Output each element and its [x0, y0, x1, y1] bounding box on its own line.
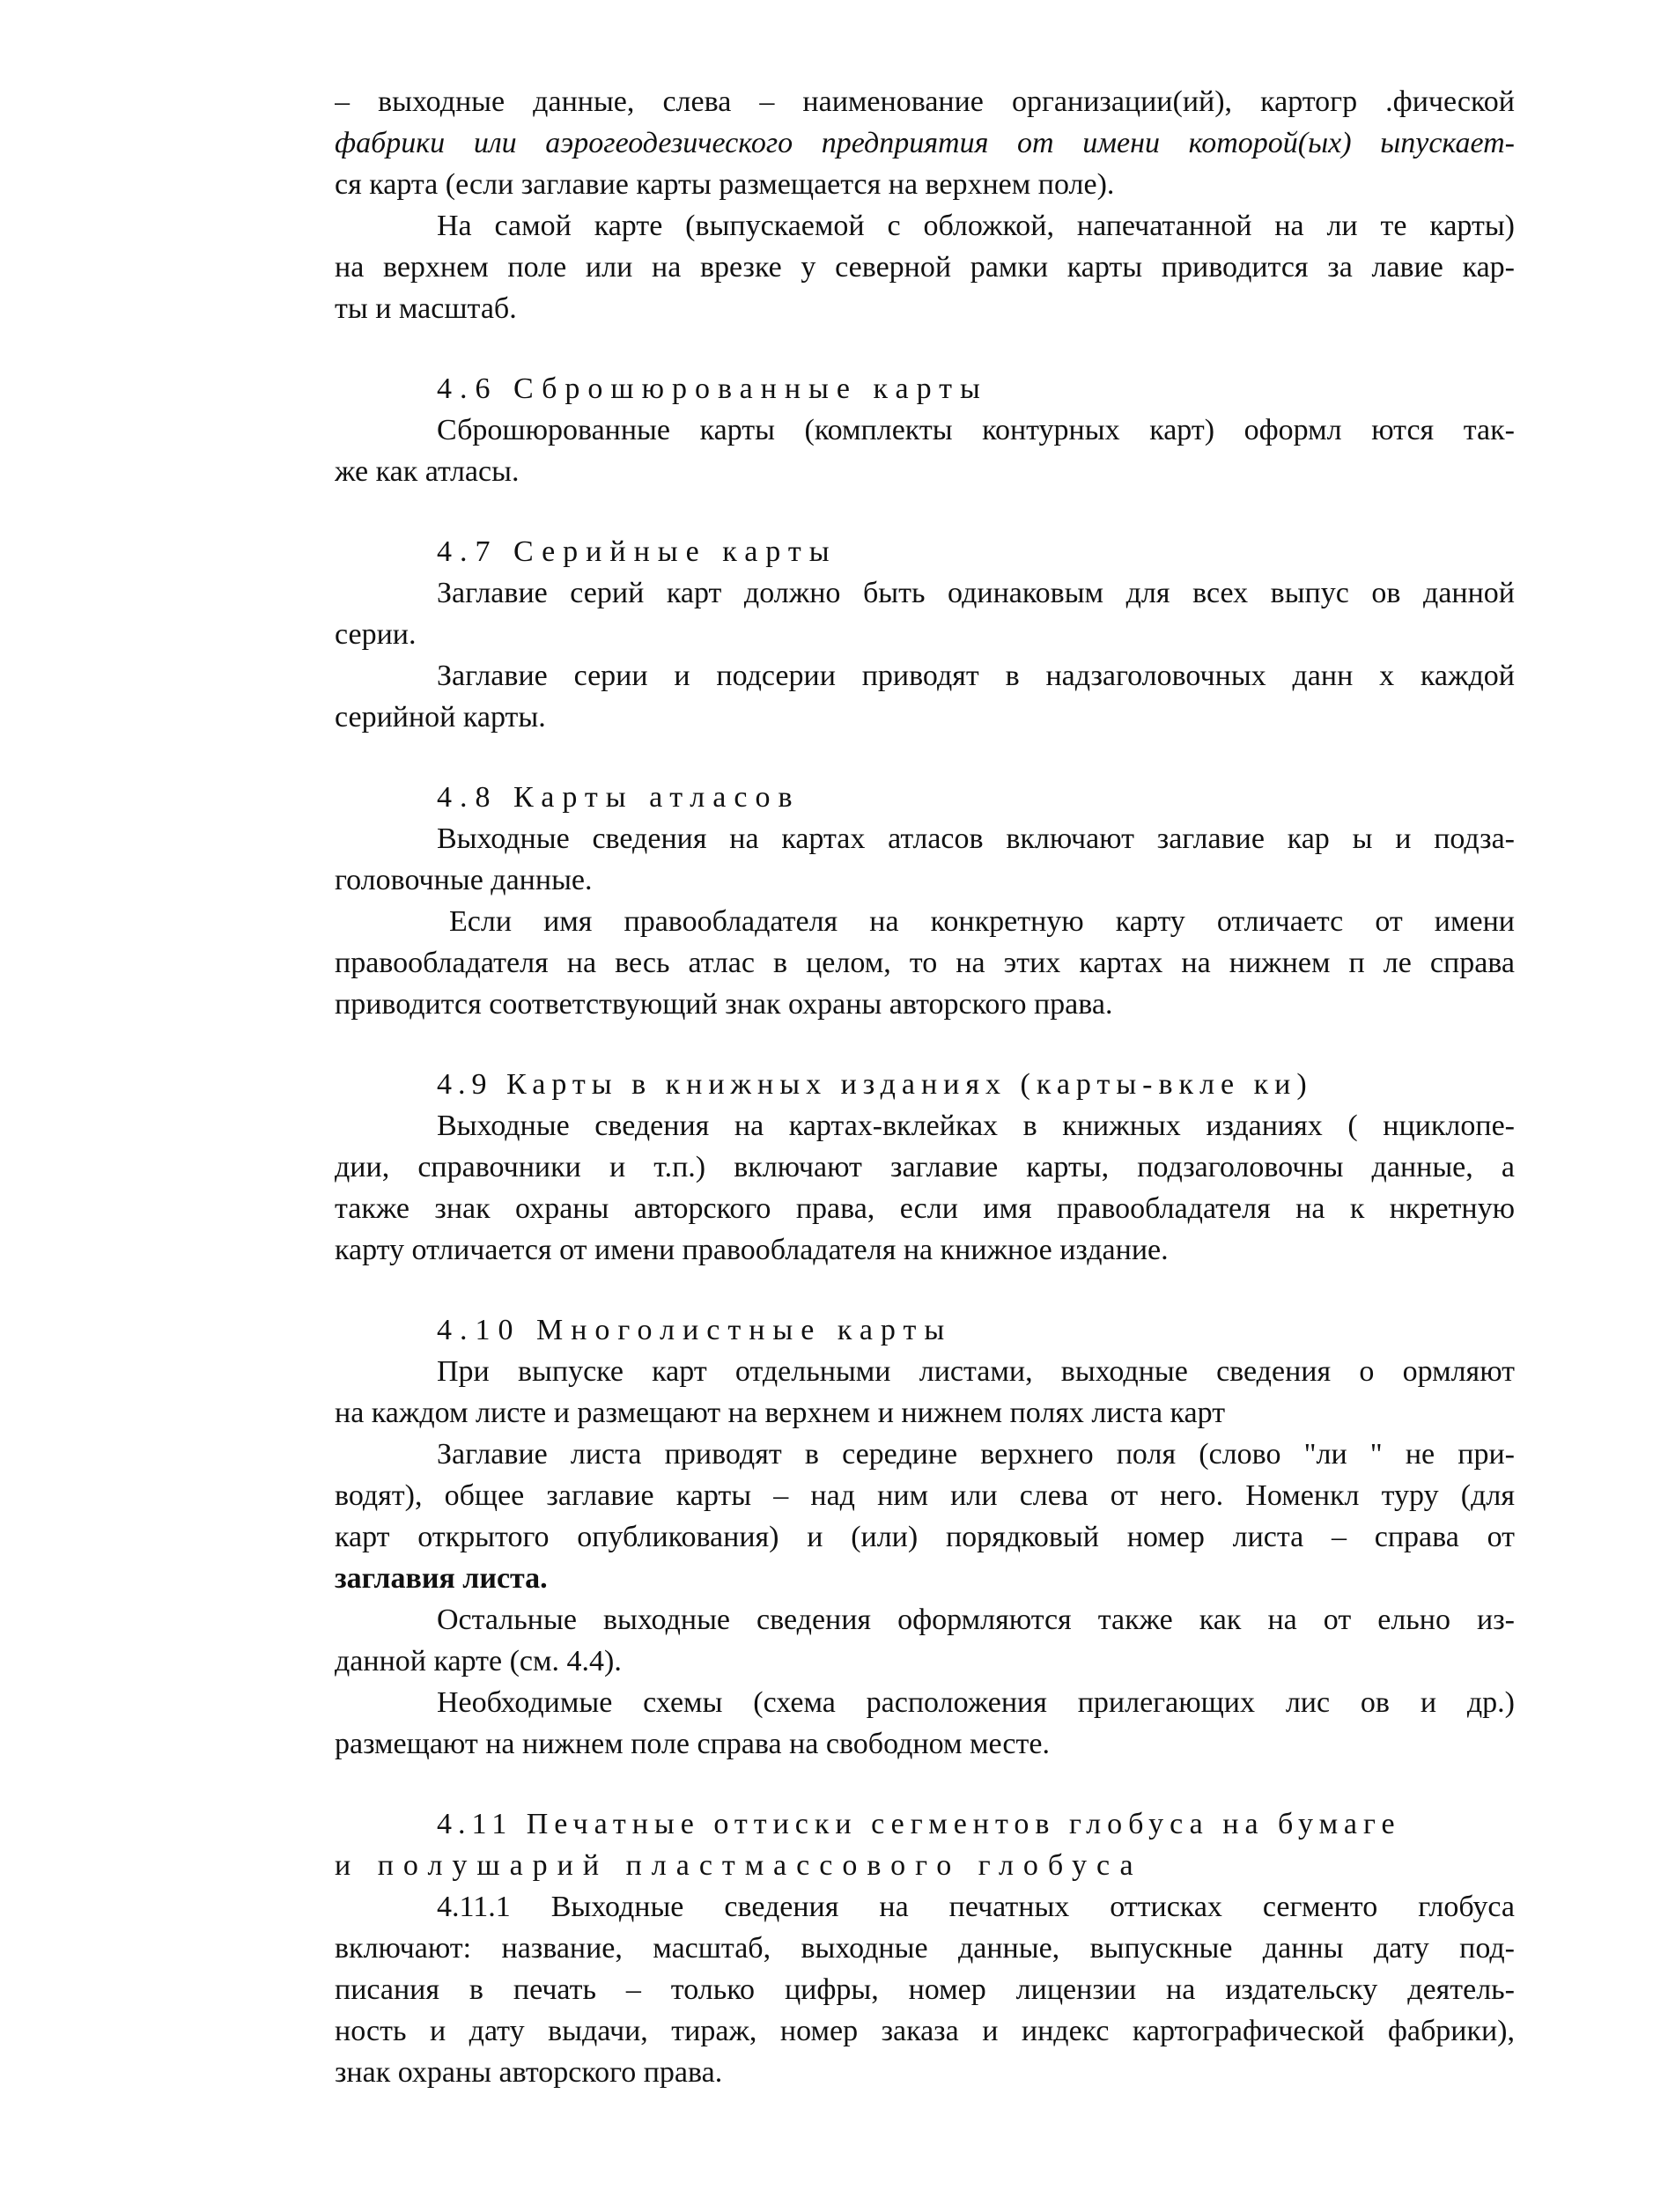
- text-line: Заглавие серий карт должно быть одинаковым для всех выпус ов данной: [437, 577, 1515, 609]
- spacer: [335, 329, 1515, 368]
- text-line: Сброшюрованные карты (комплекты контурных карт) оформл ются так-: [437, 414, 1515, 446]
- text-line: серии.: [335, 618, 417, 651]
- spacer: [335, 1765, 1515, 1803]
- section-heading-4-11: 4.11 Печатные оттиски сегментов глобуса на бумаге: [437, 1808, 1401, 1840]
- text-line: водят), общее заглавие карты – над ним или слева от него. Номенкл туру (для: [335, 1479, 1515, 1512]
- text-line: карт открытого опубликования) и (или) порядковый номер листа – справа от: [335, 1521, 1515, 1553]
- text-line: Необходимые схемы (схема расположения прилегающих лис ов и др.): [437, 1686, 1515, 1719]
- text-line: фабрики или аэрогеодезического предприятия от имени которой(ых) ыпускает-: [335, 127, 1515, 159]
- text-line: же как атласы.: [335, 455, 520, 488]
- section-heading-4-7: 4.7 Серийные карты: [437, 535, 838, 568]
- text-line: заглавия листа.: [335, 1562, 548, 1595]
- section-heading-4-8: 4.8 Карты атласов: [437, 781, 801, 814]
- text-line: 4.11.1 Выходные сведения на печатных оттисках сегменто глобуса: [437, 1891, 1515, 1923]
- text-line: размещают на нижнем поле справа на свободном месте.: [335, 1728, 1050, 1760]
- text-line: Если имя правообладателя на конкретную карту отличаетс от имени: [449, 905, 1515, 938]
- section-heading-4-9: 4.9 Карты в книжных изданиях (карты-вкле ки): [437, 1068, 1313, 1101]
- spacer: [335, 1271, 1515, 1309]
- text-line: – выходные данные, слева – наименование организации(ий), картогр .фической: [335, 85, 1515, 118]
- spacer: [335, 738, 1515, 777]
- text-line: На самой карте (выпускаемой с обложкой, напечатанной на ли те карты): [437, 210, 1515, 242]
- text-line: включают: название, масштаб, выходные данные, выпускные данны дату под-: [335, 1932, 1515, 1965]
- text-line: знак охраны авторского права.: [335, 2056, 723, 2089]
- text-line: на верхнем поле или на врезке у северной рамки карты приводится за лавие кар-: [335, 251, 1515, 284]
- text-line: Выходные сведения на картах атласов включают заглавие кар ы и подза-: [437, 822, 1515, 855]
- text-line: Заглавие серии и подсерии приводят в надзаголовочных данн х каждой: [437, 660, 1515, 692]
- section-heading-4-10: 4.10 Многолистные карты: [437, 1314, 953, 1346]
- text-line: Остальные выходные сведения оформляются также как на от ельно из-: [437, 1604, 1515, 1636]
- text-line: Заглавие листа приводят в середине верхнего поля (слово "ли " не при-: [437, 1438, 1515, 1471]
- text-line: также знак охраны авторского права, если имя правообладателя на к нкретную: [335, 1192, 1515, 1225]
- text-line: ность и дату выдачи, тираж, номер заказа и индекс картографической фабрики),: [335, 2015, 1515, 2047]
- text-line: правообладателя на весь атлас в целом, то на этих картах на нижнем п ле справа: [335, 947, 1515, 979]
- text-line: ты и масштаб.: [335, 292, 517, 325]
- text-line: данной карте (см. 4.4).: [335, 1645, 622, 1677]
- text-line: карту отличается от имени правообладателя на книжное издание.: [335, 1234, 1169, 1266]
- text-line: ся карта (если заглавие карты размещается на верхнем поле).: [335, 168, 1115, 201]
- section-heading-4-6: 4.6 Сброшюрованные карты: [437, 372, 988, 405]
- text-line: дии, справочники и т.п.) включают заглавие карты, подзаголовочны данные, а: [335, 1151, 1515, 1183]
- spacer: [335, 1025, 1515, 1064]
- spacer: [335, 492, 1515, 531]
- text-line: головочные данные.: [335, 864, 593, 896]
- section-heading-4-11-cont: и полушарий пластмассового глобуса: [335, 1849, 1143, 1882]
- text-line: Выходные сведения на картах-вклейках в книжных изданиях ( нциклопе-: [437, 1110, 1515, 1142]
- text-line: на каждом листе и размещают на верхнем и нижнем полях листа карт: [335, 1397, 1226, 1429]
- text-column: [335, 81, 1515, 2093]
- text-line: При выпуске карт отдельными листами, выходные сведения о ормляют: [437, 1355, 1515, 1388]
- text-line: приводится соответствующий знак охраны авторского права.: [335, 988, 1113, 1021]
- text-line: писания в печать – только цифры, номер лицензии на издательску деятель-: [335, 1973, 1515, 2006]
- text-line: серийной карты.: [335, 701, 546, 734]
